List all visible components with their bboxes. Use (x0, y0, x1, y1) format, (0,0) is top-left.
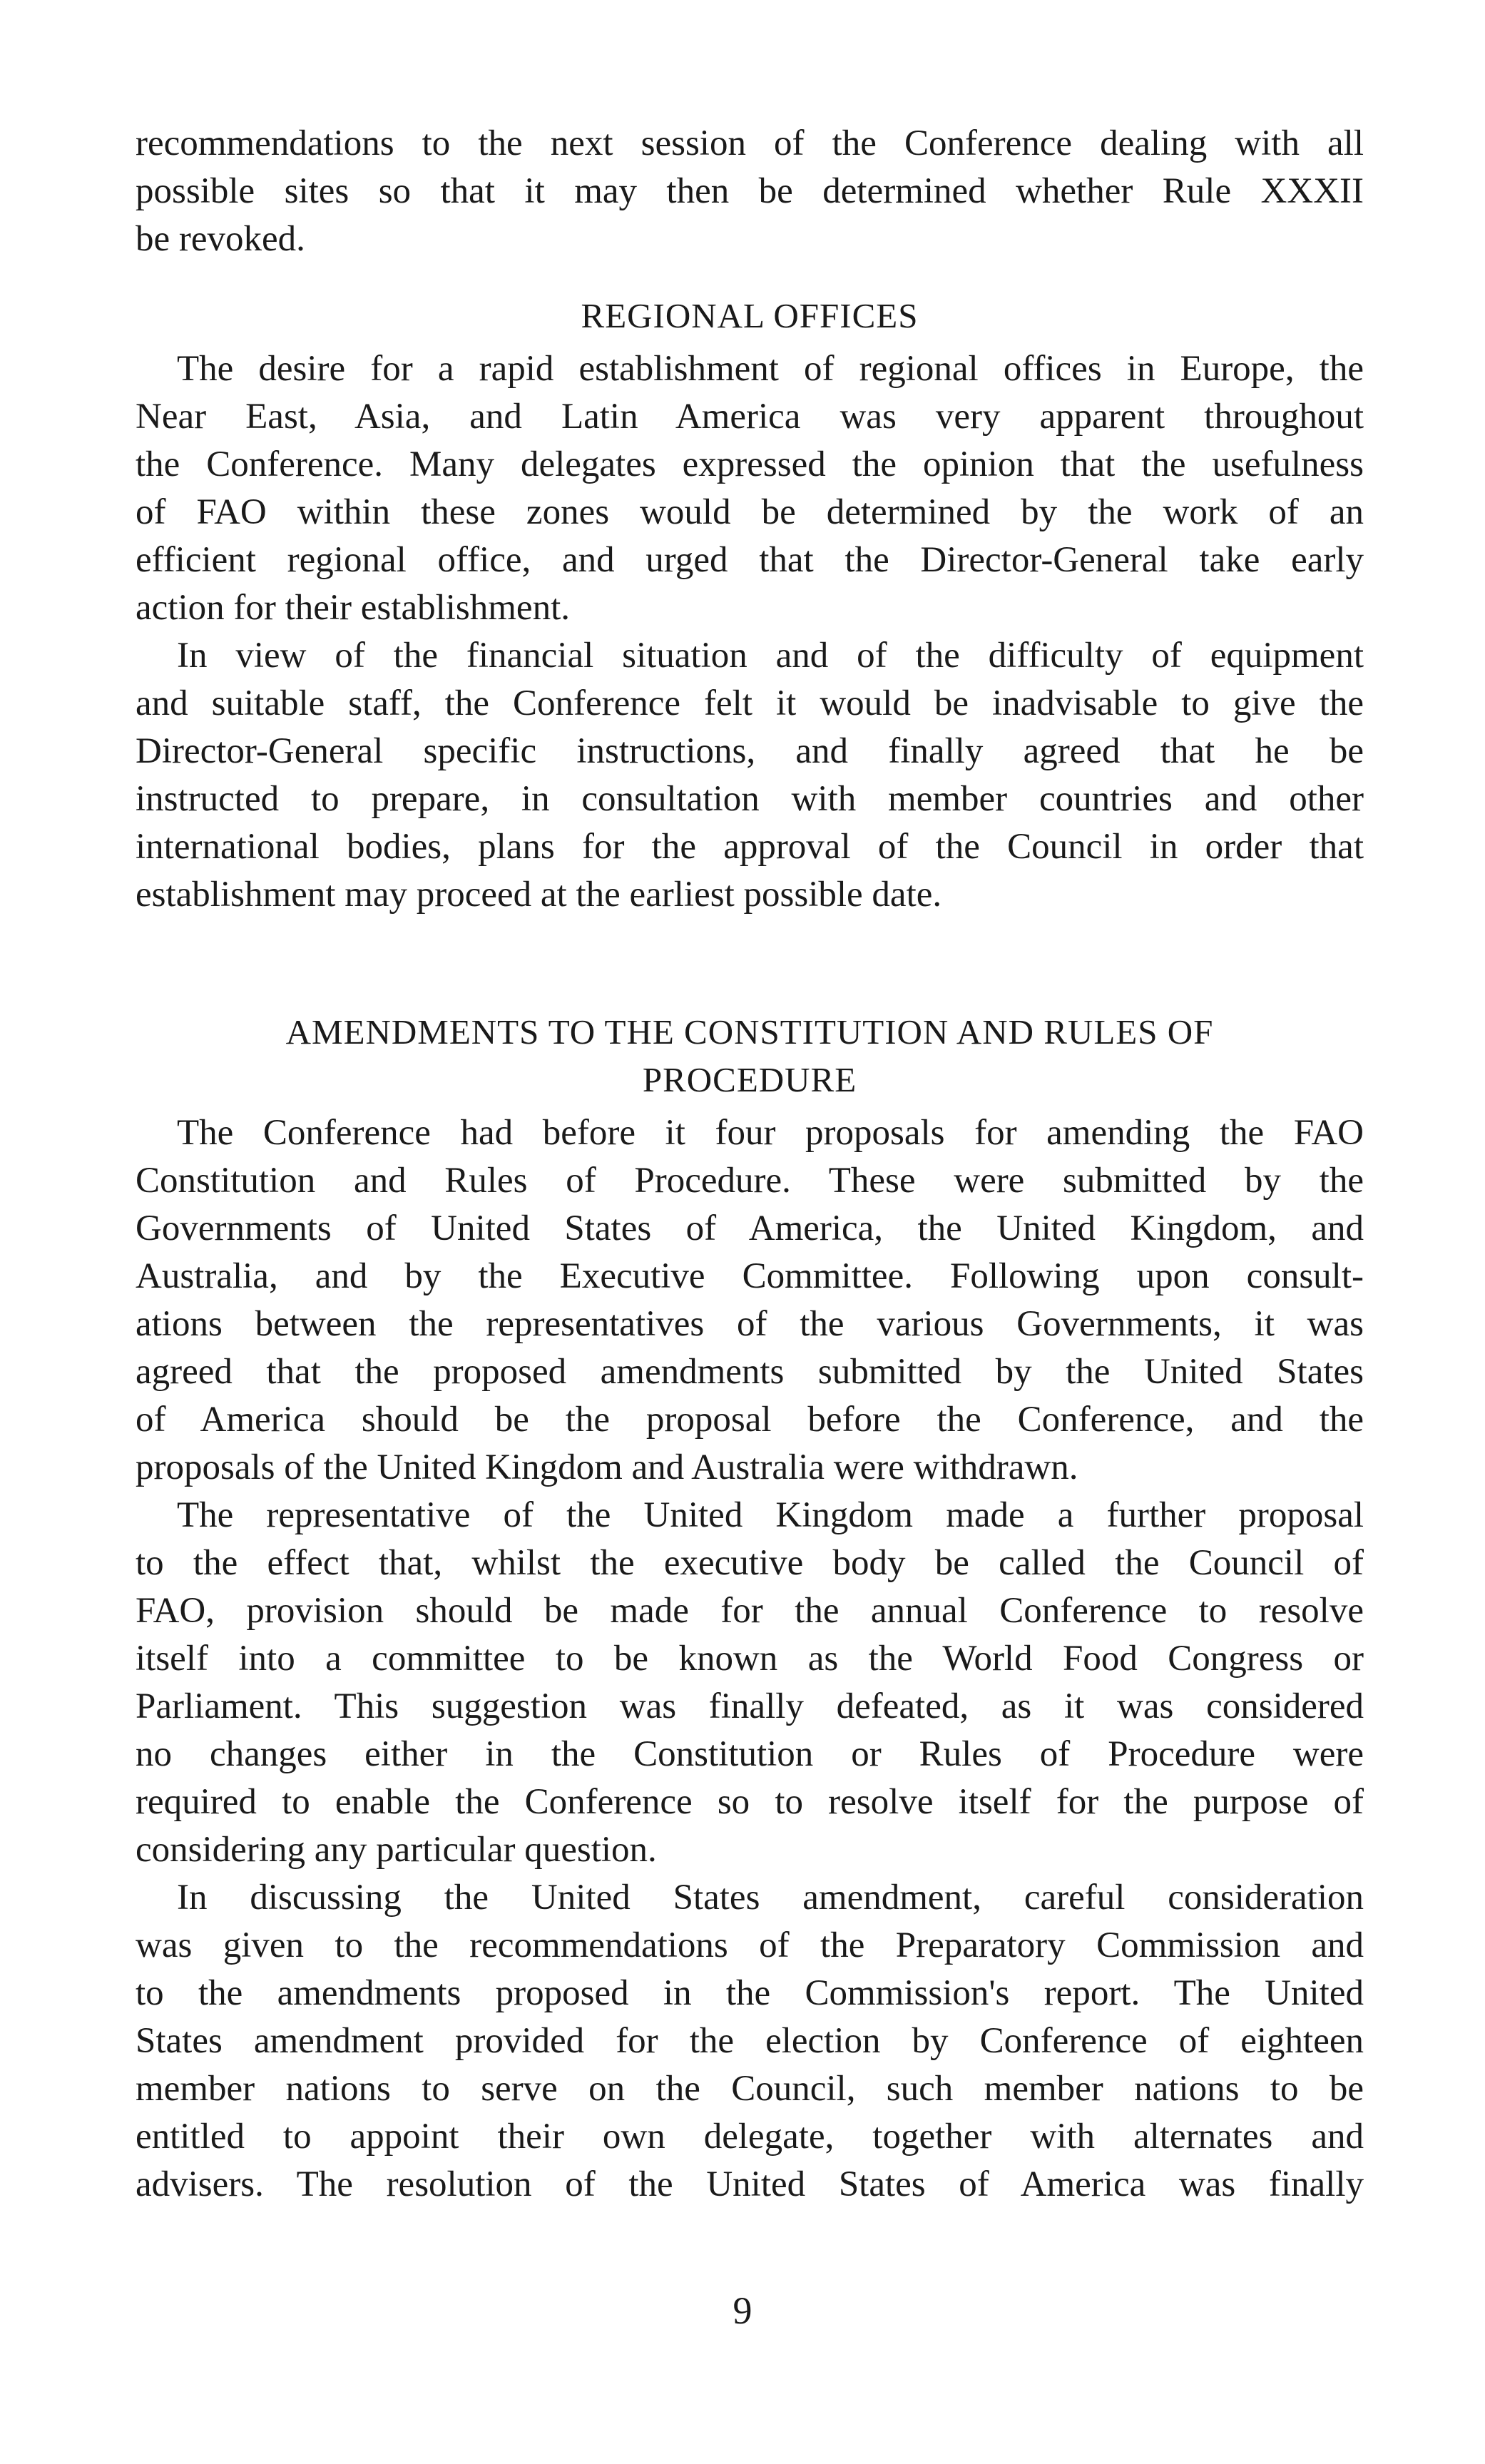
text-line: In view of the financial situation and of the difficulty of equipment (177, 636, 1364, 676)
document-page (136, 120, 1364, 2209)
text-line: instructed to prepare, in consultation with member countries and other (136, 779, 1364, 819)
text-line: Constitution and Rules of Procedure. These were submitted by the (136, 1161, 1364, 1201)
text-line: ations between the representatives of the various Governments, it was (136, 1304, 1364, 1344)
section-heading-regional-offices: REGIONAL OFFICES (581, 296, 919, 335)
text-line: efficient regional office, and urged that the Director-General take early (136, 540, 1364, 580)
text-line: of America should be the proposal before the Conference, and the (136, 1400, 1364, 1440)
amendments-paragraph-2 (136, 1492, 1364, 1874)
section-heading-amendments-line2: PROCEDURE (642, 1060, 857, 1099)
text-line: Parliament. This suggestion was finally defeated, as it was considered (136, 1686, 1364, 1726)
text-line: of FAO within these zones would be determined by the work of an (136, 492, 1364, 532)
text-line: to the effect that, whilst the executive body be called the Council of (136, 1543, 1364, 1583)
text-line: itself into a committee to be known as the World Food Congress or (136, 1639, 1364, 1679)
section-heading-amendments: AMENDMENTS TO THE CONSTITUTION AND RULES OF (285, 1012, 1214, 1052)
text-line: Australia, and by the Executive Committee. Following upon consult- (136, 1256, 1364, 1296)
text-line: agreed that the proposed amendments submitted by the United States (136, 1352, 1364, 1392)
text-line: and suitable staff, the Conference felt it would be inadvisable to give the (136, 683, 1364, 723)
page-number: 9 (733, 2289, 752, 2332)
text-line: no changes either in the Constitution or Rules of Procedure were (136, 1734, 1364, 1774)
regional-paragraph-2 (136, 632, 1364, 919)
text-line: advisers. The resolution of the United States of America was finally (136, 2164, 1364, 2204)
text-line: was given to the recommendations of the Preparatory Commission and (136, 1925, 1364, 1965)
text-line: recommendations to the next session of the Conference dealing with all (136, 123, 1364, 163)
text-line: establishment may proceed at the earliest possible date. (136, 875, 942, 915)
amendments-paragraph-1 (136, 1109, 1364, 1492)
text-line: Governments of United States of America, the United Kingdom, and (136, 1208, 1364, 1248)
text-line: entitled to appoint their own delegate, together with alternates and (136, 2117, 1364, 2157)
text-line: possible sites so that it may then be determined whether Rule XXXII (136, 171, 1364, 211)
text-line: In discussing the United States amendment, careful consideration (177, 1878, 1364, 1918)
text-line: considering any particular question. (136, 1830, 657, 1870)
text-line: proposals of the United Kingdom and Australia were withdrawn. (136, 1447, 1078, 1487)
text-line: The desire for a rapid establishment of regional offices in Europe, the (177, 349, 1364, 389)
text-line: action for their establishment. (136, 588, 570, 628)
regional-paragraph-1 (136, 345, 1364, 632)
text-line: required to enable the Conference so to resolve itself for the purpose of (136, 1782, 1364, 1822)
text-line: The Conference had before it four proposals for amending the FAO (177, 1113, 1364, 1153)
text-line: The representative of the United Kingdom made a further proposal (177, 1495, 1364, 1535)
text-line: Near East, Asia, and Latin America was very apparent throughout (136, 397, 1364, 437)
amendments-paragraph-3 (136, 1874, 1364, 2209)
intro-paragraph (136, 120, 1364, 263)
text-line: States amendment provided for the election by Conference of eighteen (136, 2021, 1364, 2061)
text-line: to the amendments proposed in the Commission's report. The United (136, 1973, 1364, 2013)
text-line: FAO, provision should be made for the annual Conference to resolve (136, 1591, 1364, 1631)
text-line: international bodies, plans for the approval of the Council in order that (136, 827, 1364, 867)
text-line: member nations to serve on the Council, such member nations to be (136, 2069, 1364, 2109)
text-line: Director-General specific instructions, and finally agreed that he be (136, 731, 1364, 771)
text-line: be revoked. (136, 219, 305, 259)
text-line: the Conference. Many delegates expressed the opinion that the usefulness (136, 444, 1364, 484)
